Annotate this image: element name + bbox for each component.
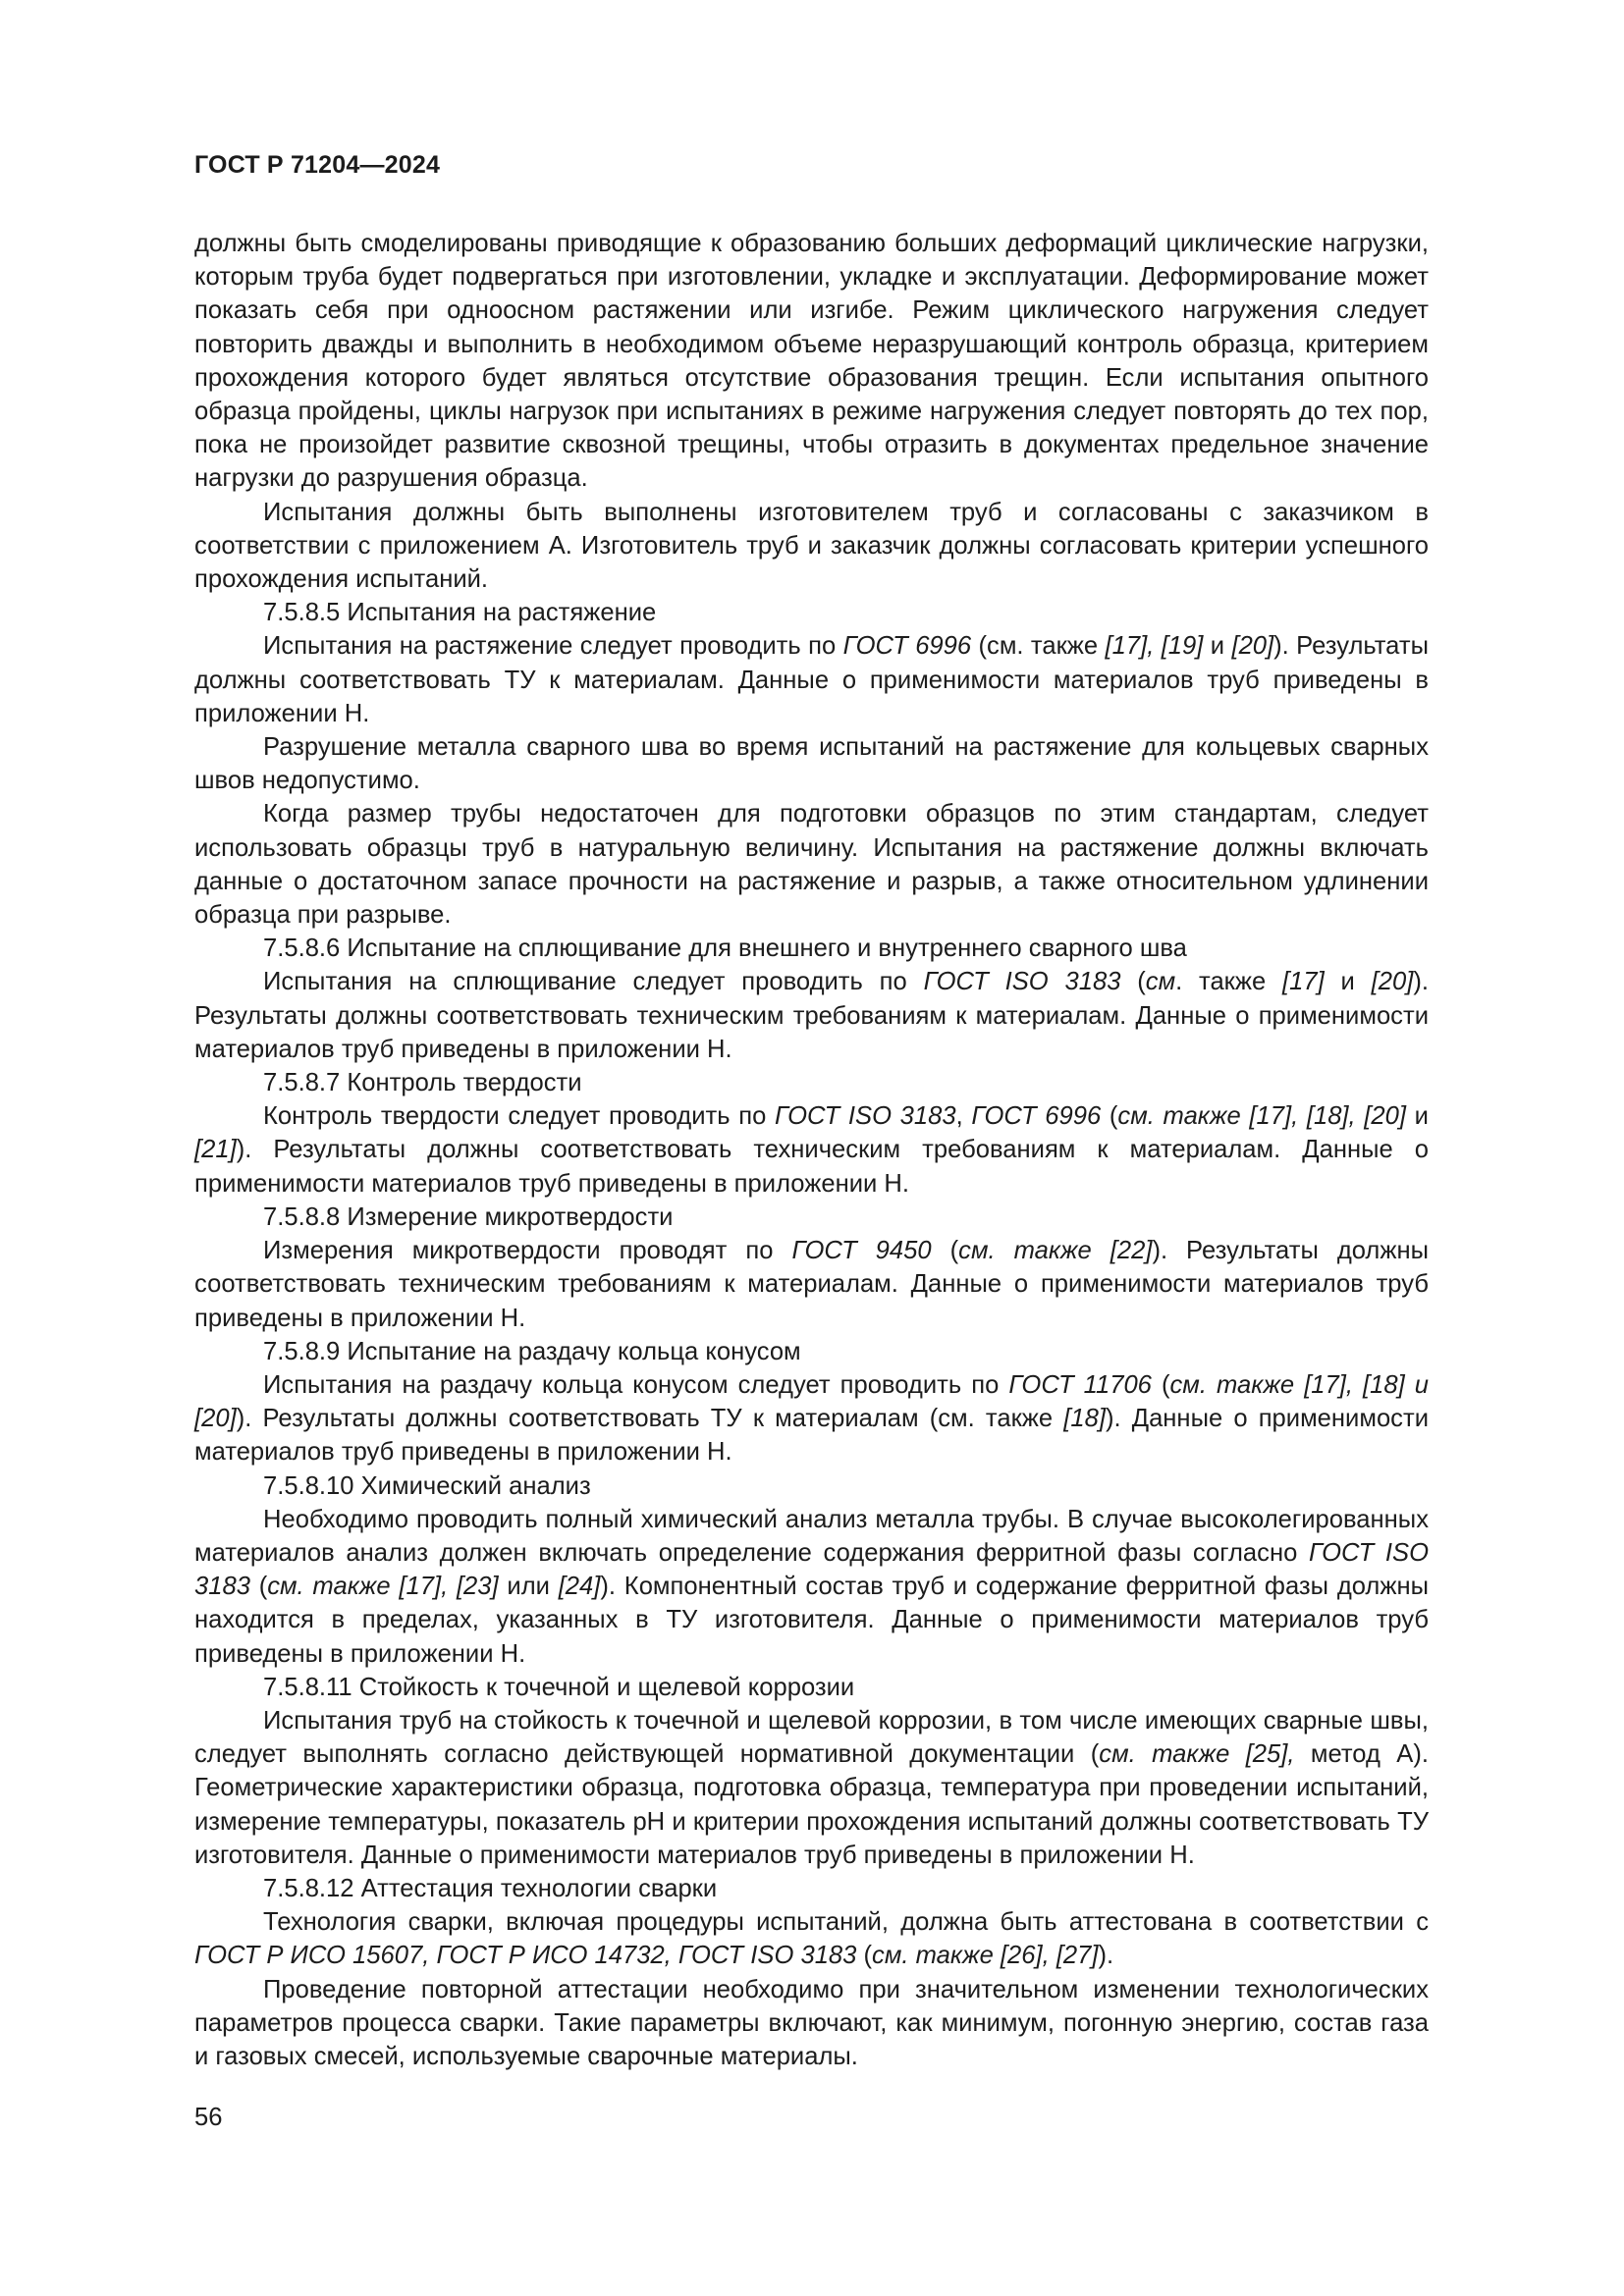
paragraph-hardness-control: Контроль твердости следует проводить по ГОСТ ISO 3183, ГОСТ 6996 (см. также [17], [18], [20] и [21]). Результаты должны соответствовать техническим требованиям к материалам. Данные о применимости материалов труб приведены в приложении Н. [194,1102,1429,1198]
page-number: 56 [194,2104,223,2131]
paragraph-microhardness: Измерения микротвердости проводят по ГОСТ 9450 (см. также [22]). Результаты должны соответствовать техническим требованиям к материалам. Данные о применимости материалов труб приведены в приложении Н. [194,1237,1430,1332]
section-heading-7-5-8-6: 7.5.8.6 Испытание на сплющивание для внешнего и внутреннего сварного шва [263,934,1187,963]
paragraph-weld-failure: Разрушение металла сварного шва во время испытаний на растяжение для кольцевых сварных швов недопустимо. [194,733,1429,795]
paragraph-tests-agreement: Испытания должны быть выполнены изготовителем труб и согласованы с заказчиком в соответствии с приложением А. Изготовитель труб и заказчик должны согласовать критерии успешного прохождения испытаний. [194,498,1429,594]
section-heading-7-5-8-10: 7.5.8.10 Химический анализ [263,1471,591,1500]
section-heading-7-5-8-12: 7.5.8.12 Аттестация технологии сварки [263,1874,718,1902]
paragraph-cyclic-loading: должны быть смоделированы приводящие к образованию больших деформаций циклические нагрузки, которым труба будет подвергаться при изготовлении, укладке и эксплуатации. Деформирование может показать себя при одноосном растяжении или изгибе. Режим циклического нагружения следует повторить дважды и выполнить в необходимом объеме неразрушающий контроль образца, критерием прохождения которого будет являться отсутствие образования трещин. Если испытания опытного образца пройдены, циклы нагрузок при испытаниях в режиме нагружения следует повторять до тех пор, пока не произойдет развитие сквозной трещины, чтобы отразить в документах предельное значение нагрузки до разрушения образца. [194,230,1429,493]
paragraph-flattening-tests: Испытания на сплющивание следует проводить по ГОСТ ISO 3183 (см. также [17] и [20]). Результаты должны соответствовать техническим требованиям к материалам. Данные о применимости материалов труб приведены в приложении Н. [194,968,1429,1063]
section-heading-7-5-8-7: 7.5.8.7 Контроль твердости [263,1069,582,1097]
section-heading-7-5-8-11: 7.5.8.11 Стойкость к точечной и щелевой коррозии [263,1673,855,1701]
paragraph-chemical-analysis: Необходимо проводить полный химический анализ металла трубы. В случае высоколегированных материалов анализ должен включать определение содержания ферритной фазы согласно ГОСТ ISO 3183 (см. также [17], [23] или [24]). Компонентный состав труб и содержание ферритной фазы должны находится в пределах, указанных в ТУ изготовителя. Данные о применимости материалов труб приведены в приложении Н. [194,1505,1430,1668]
paragraph-ring-expansion: Испытания на раздачу кольца конусом следует проводить по ГОСТ 11706 (см. также [17], [18] и [20]). Результаты должны соответствовать ТУ к материалам (см. также [18]). Данные о применимости материалов труб приведены в приложении Н. [194,1370,1429,1467]
paragraph-requalification: Проведение повторной аттестации необходимо при значительном изменении технологических параметров процесса сварки. Такие параметры включают, как минимум, погонную энергию, состав газа и газовых смесей, используемые сварочные материалы. [194,1975,1429,2070]
paragraph-corrosion-resistance: Испытания труб на стойкость к точечной и щелевой коррозии, в том числе имеющих сварные швы, следует выполнять согласно действующей нормативной документации (см. также [25], метод А). Геометрические характеристики образца, подготовка образца, температура при проведении испытаний, измерение температуры, показатель pH и критерии прохождения испытаний должны соответствовать ТУ изготовителя. Данные о применимости материалов труб приведены в приложении Н. [194,1706,1430,1869]
section-heading-7-5-8-8: 7.5.8.8 Измерение микротвердости [263,1202,674,1231]
section-heading-7-5-8-5: 7.5.8.5 Испытания на растяжение [263,599,657,627]
page-body [194,227,1429,2073]
paragraph-tensile-tests: Испытания на растяжение следует проводить по ГОСТ 6996 (см. также [17], [19] и [20]). Результаты должны соответствовать ТУ к материалам. Данные о применимости материалов труб приведены в приложении Н. [194,632,1429,727]
document-header: ГОСТ Р 71204—2024 [194,151,441,179]
paragraph-welding-qualification: Технология сварки, включая процедуры испытаний, должна быть аттестована в соответствии с ГОСТ Р ИСО 15607, ГОСТ Р ИСО 14732, ГОСТ ISO 3183 (см. также [26], [27]). [194,1908,1429,1970]
paragraph-full-size-samples: Когда размер трубы недостаточен для подготовки образцов по этим стандартам, следует использовать образцы труб в натуральную величину. Испытания на растяжение должны включать данные о достаточном запасе прочности на растяжение и разрыв, а также относительном удлинении образца при разрыве. [194,800,1429,930]
section-heading-7-5-8-9: 7.5.8.9 Испытание на раздачу кольца конусом [263,1337,801,1365]
